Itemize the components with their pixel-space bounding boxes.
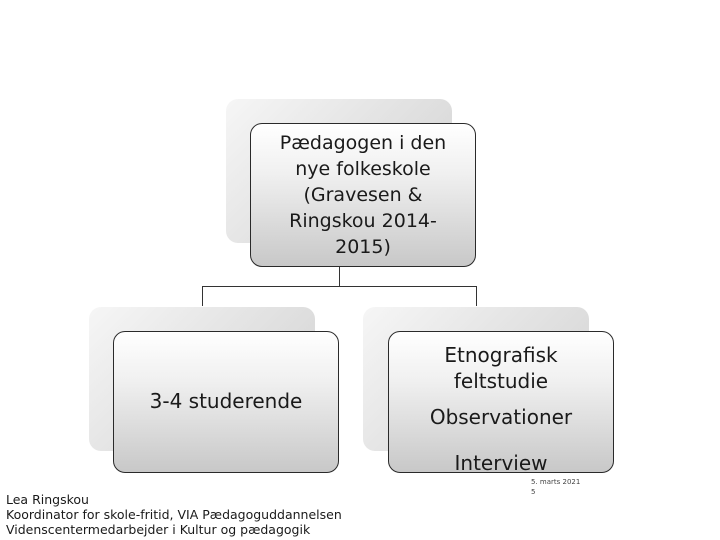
top-node-line: 2015) <box>335 236 391 258</box>
top-node-text <box>263 130 463 260</box>
slide-meta <box>531 477 580 497</box>
slide-page-number: 5 <box>531 488 536 496</box>
connector-left-vertical <box>202 286 203 306</box>
right-node <box>388 331 614 473</box>
top-node-line: nye folkeskole <box>295 158 431 180</box>
top-node-line: Pædagogen i den <box>279 132 447 154</box>
right-node-line: Interview <box>454 451 548 475</box>
top-node-line: Ringskou 2014- <box>289 210 437 232</box>
footer <box>6 492 342 537</box>
left-node-label: 3-4 studerende <box>149 389 303 413</box>
right-node-line: Observationer <box>429 405 573 429</box>
footer-role-2: Videnscentermedarbejder i Kultur og pædagogik <box>6 522 311 537</box>
connector-horizontal <box>202 286 477 287</box>
connector-top-vertical <box>339 266 340 287</box>
connector-right-vertical <box>476 286 477 306</box>
top-node-line: (Gravesen & <box>303 184 423 206</box>
left-node <box>113 331 339 473</box>
footer-role: Koordinator for skole-fritid, VIA Pædagoguddannelsen <box>6 507 342 522</box>
slide-date: 5. marts 2021 <box>531 478 581 486</box>
right-node-line: Etnografisk <box>444 343 558 367</box>
right-node-line: feltstudie <box>453 369 549 393</box>
footer-author: Lea Ringskou <box>6 492 89 507</box>
top-node <box>250 123 476 267</box>
